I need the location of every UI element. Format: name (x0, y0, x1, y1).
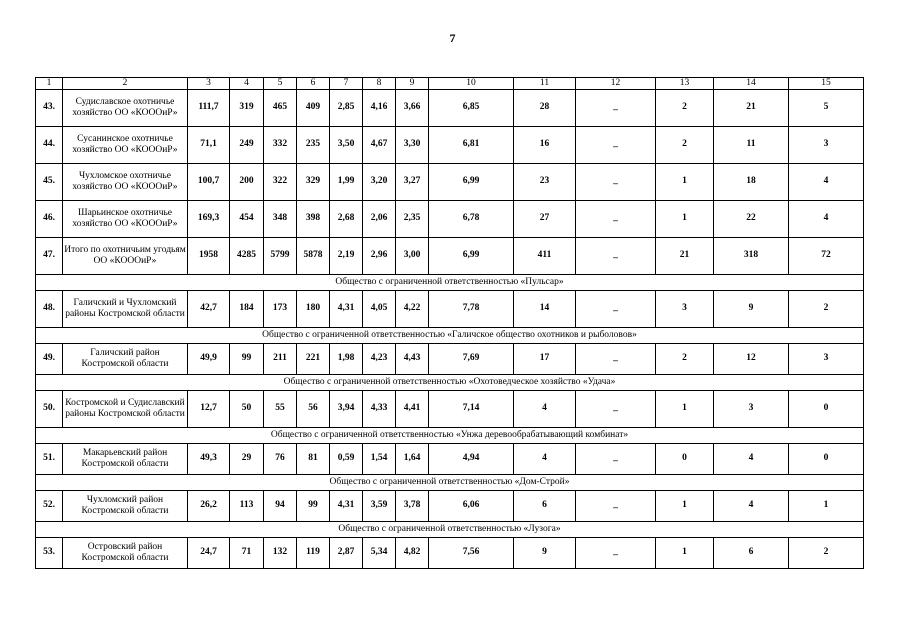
value-cell-c12: _ (576, 89, 656, 126)
value-cell-c14: 3 (714, 390, 789, 427)
value-cell-c12: _ (576, 443, 656, 474)
column-number-cell: 14 (714, 78, 789, 90)
column-number-cell: 9 (396, 78, 429, 90)
value-cell-c4: 184 (230, 290, 264, 327)
organization-title: Общество с ограниченной ответственностью «Лузога» (36, 521, 864, 537)
value-cell-c7: 2,87 (330, 537, 363, 568)
value-cell-c3: 71,1 (188, 126, 230, 163)
value-cell-c15: 4 (789, 200, 864, 237)
row-number-cell: 44. (36, 126, 63, 163)
row-number-cell: 43. (36, 89, 63, 126)
value-cell-c8: 3,20 (363, 163, 396, 200)
territory-name-cell: Макарьевский район Костромской области (63, 443, 188, 474)
territory-name-cell: Галичский и Чухломский районы Костромской области (63, 290, 188, 327)
value-cell-c14: 21 (714, 89, 789, 126)
value-cell-c9: 3,78 (396, 490, 429, 521)
value-cell-c8: 4,33 (363, 390, 396, 427)
row-number-cell: 46. (36, 200, 63, 237)
table-row (36, 200, 864, 237)
value-cell-c9: 4,82 (396, 537, 429, 568)
value-cell-c6: 409 (297, 89, 330, 126)
value-cell-c6: 119 (297, 537, 330, 568)
value-cell-c4: 200 (230, 163, 264, 200)
value-cell-c8: 4,23 (363, 343, 396, 374)
value-cell-c14: 11 (714, 126, 789, 163)
value-cell-c5: 55 (264, 390, 297, 427)
value-cell-c11: 411 (514, 237, 576, 274)
value-cell-c14: 6 (714, 537, 789, 568)
value-cell-c4: 29 (230, 443, 264, 474)
value-cell-c3: 24,7 (188, 537, 230, 568)
column-number-cell: 15 (789, 78, 864, 90)
value-cell-c7: 4,31 (330, 490, 363, 521)
value-cell-c8: 5,34 (363, 537, 396, 568)
value-cell-c3: 100,7 (188, 163, 230, 200)
value-cell-c13: 1 (656, 537, 714, 568)
column-number-cell: 4 (230, 78, 264, 90)
value-cell-c3: 49,9 (188, 343, 230, 374)
value-cell-c4: 99 (230, 343, 264, 374)
section-header-row (36, 327, 864, 343)
value-cell-c6: 180 (297, 290, 330, 327)
value-cell-c12: _ (576, 390, 656, 427)
table-row (36, 490, 864, 521)
organization-title: Общество с ограниченной ответственностью «Охотоведческое хозяйство «Удача» (36, 374, 864, 390)
value-cell-c9: 3,00 (396, 237, 429, 274)
row-number-cell: 47. (36, 237, 63, 274)
value-cell-c15: 3 (789, 126, 864, 163)
row-number-cell: 49. (36, 343, 63, 374)
value-cell-c6: 99 (297, 490, 330, 521)
value-cell-c15: 0 (789, 390, 864, 427)
value-cell-c10: 7,56 (429, 537, 514, 568)
value-cell-c7: 2,85 (330, 89, 363, 126)
value-cell-c10: 6,81 (429, 126, 514, 163)
value-cell-c3: 1958 (188, 237, 230, 274)
section-header-row (36, 374, 864, 390)
value-cell-c7: 1,98 (330, 343, 363, 374)
table-row (36, 237, 864, 274)
table-row (36, 290, 864, 327)
value-cell-c10: 4,94 (429, 443, 514, 474)
table-row (36, 126, 864, 163)
value-cell-c15: 5 (789, 89, 864, 126)
value-cell-c8: 4,16 (363, 89, 396, 126)
value-cell-c7: 2,68 (330, 200, 363, 237)
value-cell-c9: 1,64 (396, 443, 429, 474)
section-header-row (36, 521, 864, 537)
value-cell-c13: 1 (656, 490, 714, 521)
value-cell-c8: 3,59 (363, 490, 396, 521)
value-cell-c4: 113 (230, 490, 264, 521)
value-cell-c4: 50 (230, 390, 264, 427)
value-cell-c4: 319 (230, 89, 264, 126)
value-cell-c13: 1 (656, 163, 714, 200)
value-cell-c8: 4,67 (363, 126, 396, 163)
organization-title: Общество с ограниченной ответственностью «Дом-Строй» (36, 474, 864, 490)
table-row (36, 343, 864, 374)
value-cell-c4: 454 (230, 200, 264, 237)
value-cell-c11: 28 (514, 89, 576, 126)
column-number-cell: 12 (576, 78, 656, 90)
value-cell-c12: _ (576, 290, 656, 327)
territory-name-cell: Островский район Костромской области (63, 537, 188, 568)
column-number-cell: 2 (63, 78, 188, 90)
value-cell-c15: 2 (789, 537, 864, 568)
value-cell-c15: 0 (789, 443, 864, 474)
organization-title: Общество с ограниченной ответственностью «Пульсар» (36, 274, 864, 290)
section-header-row (36, 274, 864, 290)
value-cell-c7: 3,50 (330, 126, 363, 163)
column-number-cell: 8 (363, 78, 396, 90)
value-cell-c14: 4 (714, 443, 789, 474)
table-row (36, 163, 864, 200)
territory-name-cell: Сусанинское охотничье хозяйство ОО «КОООиР» (63, 126, 188, 163)
value-cell-c11: 27 (514, 200, 576, 237)
value-cell-c7: 0,59 (330, 443, 363, 474)
table-row (36, 537, 864, 568)
value-cell-c11: 14 (514, 290, 576, 327)
hunting-grounds-table (35, 77, 864, 569)
value-cell-c11: 17 (514, 343, 576, 374)
row-number-cell: 51. (36, 443, 63, 474)
table-row (36, 443, 864, 474)
value-cell-c10: 6,99 (429, 163, 514, 200)
value-cell-c10: 6,99 (429, 237, 514, 274)
value-cell-c15: 1 (789, 490, 864, 521)
row-number-cell: 50. (36, 390, 63, 427)
value-cell-c12: _ (576, 163, 656, 200)
value-cell-c3: 42,7 (188, 290, 230, 327)
value-cell-c3: 12,7 (188, 390, 230, 427)
row-number-cell: 48. (36, 290, 63, 327)
value-cell-c9: 2,35 (396, 200, 429, 237)
value-cell-c11: 9 (514, 537, 576, 568)
value-cell-c5: 332 (264, 126, 297, 163)
value-cell-c14: 22 (714, 200, 789, 237)
value-cell-c13: 1 (656, 200, 714, 237)
value-cell-c11: 6 (514, 490, 576, 521)
row-number-cell: 45. (36, 163, 63, 200)
value-cell-c5: 211 (264, 343, 297, 374)
value-cell-c14: 18 (714, 163, 789, 200)
territory-name-cell: Чухломское охотничье хозяйство ОО «КОООиР» (63, 163, 188, 200)
value-cell-c3: 169,3 (188, 200, 230, 237)
row-number-cell: 52. (36, 490, 63, 521)
value-cell-c8: 2,96 (363, 237, 396, 274)
value-cell-c5: 76 (264, 443, 297, 474)
value-cell-c6: 329 (297, 163, 330, 200)
value-cell-c14: 4 (714, 490, 789, 521)
value-cell-c9: 4,22 (396, 290, 429, 327)
value-cell-c12: _ (576, 490, 656, 521)
value-cell-c3: 49,3 (188, 443, 230, 474)
value-cell-c12: _ (576, 237, 656, 274)
value-cell-c8: 1,54 (363, 443, 396, 474)
value-cell-c5: 132 (264, 537, 297, 568)
value-cell-c13: 2 (656, 89, 714, 126)
value-cell-c13: 3 (656, 290, 714, 327)
value-cell-c3: 26,2 (188, 490, 230, 521)
value-cell-c11: 16 (514, 126, 576, 163)
value-cell-c7: 4,31 (330, 290, 363, 327)
value-cell-c5: 465 (264, 89, 297, 126)
value-cell-c6: 81 (297, 443, 330, 474)
value-cell-c10: 6,85 (429, 89, 514, 126)
territory-name-cell: Судиславское охотничье хозяйство ОО «КОООиР» (63, 89, 188, 126)
value-cell-c14: 12 (714, 343, 789, 374)
table-row (36, 89, 864, 126)
section-header-row (36, 474, 864, 490)
column-number-cell: 11 (514, 78, 576, 90)
column-number-cell: 3 (188, 78, 230, 90)
value-cell-c15: 72 (789, 237, 864, 274)
table-row (36, 390, 864, 427)
column-number-cell: 7 (330, 78, 363, 90)
value-cell-c10: 7,78 (429, 290, 514, 327)
value-cell-c9: 3,30 (396, 126, 429, 163)
value-cell-c8: 2,06 (363, 200, 396, 237)
value-cell-c9: 4,41 (396, 390, 429, 427)
value-cell-c12: _ (576, 343, 656, 374)
value-cell-c10: 7,14 (429, 390, 514, 427)
value-cell-c11: 4 (514, 443, 576, 474)
value-cell-c12: _ (576, 200, 656, 237)
value-cell-c13: 21 (656, 237, 714, 274)
column-number-cell: 6 (297, 78, 330, 90)
territory-name-cell: Шарьинское охотничье хозяйство ОО «КОООиР» (63, 200, 188, 237)
organization-title: Общество с ограниченной ответственностью «Унжа деревообрабатывающий комбинат» (36, 427, 864, 443)
section-header-row (36, 427, 864, 443)
value-cell-c13: 2 (656, 126, 714, 163)
territory-name-cell: Костромской и Судиславский районы Костромской области (63, 390, 188, 427)
value-cell-c12: _ (576, 126, 656, 163)
value-cell-c4: 71 (230, 537, 264, 568)
organization-title: Общество с ограниченной ответственностью «Галичское общество охотников и рыболовов» (36, 327, 864, 343)
value-cell-c6: 398 (297, 200, 330, 237)
value-cell-c9: 3,27 (396, 163, 429, 200)
value-cell-c10: 7,69 (429, 343, 514, 374)
value-cell-c13: 2 (656, 343, 714, 374)
value-cell-c11: 4 (514, 390, 576, 427)
value-cell-c14: 318 (714, 237, 789, 274)
value-cell-c8: 4,05 (363, 290, 396, 327)
column-number-cell: 13 (656, 78, 714, 90)
value-cell-c5: 322 (264, 163, 297, 200)
value-cell-c6: 221 (297, 343, 330, 374)
page-number: 7 (449, 31, 456, 45)
value-cell-c14: 9 (714, 290, 789, 327)
value-cell-c15: 3 (789, 343, 864, 374)
value-cell-c4: 4285 (230, 237, 264, 274)
territory-name-cell: Галичский район Костромской области (63, 343, 188, 374)
value-cell-c9: 3,66 (396, 89, 429, 126)
value-cell-c15: 2 (789, 290, 864, 327)
value-cell-c4: 249 (230, 126, 264, 163)
value-cell-c5: 348 (264, 200, 297, 237)
value-cell-c10: 6,06 (429, 490, 514, 521)
value-cell-c7: 1,99 (330, 163, 363, 200)
column-number-row (36, 78, 864, 90)
value-cell-c6: 5878 (297, 237, 330, 274)
value-cell-c5: 173 (264, 290, 297, 327)
value-cell-c6: 235 (297, 126, 330, 163)
value-cell-c5: 5799 (264, 237, 297, 274)
territory-name-cell: Итого по охотничьим угодьям ОО «КОООиР» (63, 237, 188, 274)
value-cell-c7: 2,19 (330, 237, 363, 274)
value-cell-c15: 4 (789, 163, 864, 200)
value-cell-c7: 3,94 (330, 390, 363, 427)
column-number-cell: 5 (264, 78, 297, 90)
value-cell-c13: 1 (656, 390, 714, 427)
value-cell-c10: 6,78 (429, 200, 514, 237)
value-cell-c12: _ (576, 537, 656, 568)
value-cell-c5: 94 (264, 490, 297, 521)
territory-name-cell: Чухломский район Костромской области (63, 490, 188, 521)
value-cell-c11: 23 (514, 163, 576, 200)
value-cell-c3: 111,7 (188, 89, 230, 126)
value-cell-c13: 0 (656, 443, 714, 474)
value-cell-c9: 4,43 (396, 343, 429, 374)
row-number-cell: 53. (36, 537, 63, 568)
value-cell-c6: 56 (297, 390, 330, 427)
column-number-cell: 1 (36, 78, 63, 90)
column-number-cell: 10 (429, 78, 514, 90)
